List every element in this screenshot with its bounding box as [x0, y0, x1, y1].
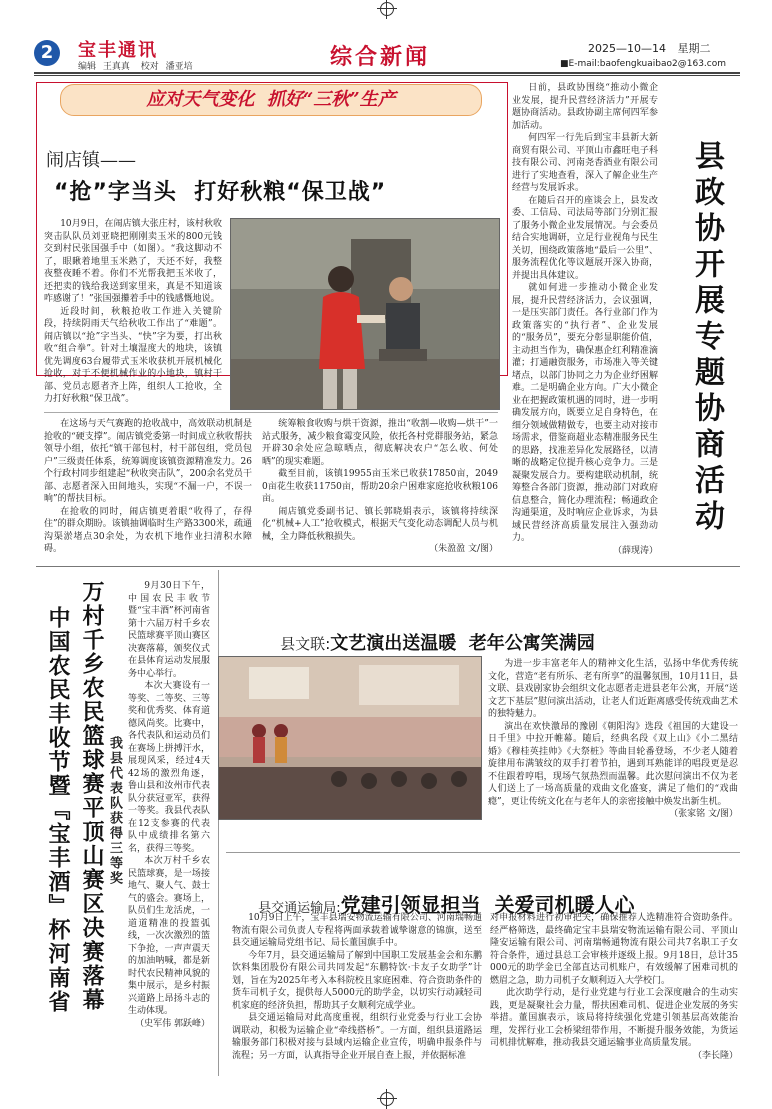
article2-body	[512, 82, 658, 557]
article4-credit: （张家铭 文/图）	[669, 809, 738, 819]
article3-body	[128, 580, 210, 1030]
article4-title: 文艺演出送温暖 老年公寓笑满园	[330, 633, 595, 654]
article4-photo	[218, 656, 482, 820]
article1-paragraph: 10月9日，在闹店镇大张庄村，该村秋收突击队队员刘亚晓把刚刚卖玉米的800元钱交到村民张国强手中（如图）。“我这脚动不了，眼瞅着地里玉米熟了，天还不好，我整夜整夜睡不着。你们不光帮我把玉米收了，还把卖的钱给我送到家里来，真是不知道该咋感谢了！”张国强攥着手中的钱感慨地说。	[44, 219, 222, 304]
article1-paragraph: 截至目前，该镇19955亩玉米已收获17850亩，20490亩花生收获11750亩，帮助20余户困难家庭抢收秋粮106亩。	[262, 469, 498, 504]
article2-credit: （薛现涛）	[612, 545, 658, 556]
article3-side-title: 中国农民丰收节暨『宝丰酒』杯河南省	[45, 606, 70, 1014]
article2-paragraph: 日前，县政协围绕“推动小微企业发展，提升民营经济活力”开展专题协商活动。县政协副主席何四军参加活动。	[512, 83, 658, 131]
paper-name: 宝丰通讯	[78, 40, 158, 61]
article2-title: 县政协开展专题协商活动	[689, 140, 724, 536]
article4-colon: :	[325, 635, 331, 653]
banner	[60, 84, 482, 116]
article4-heading	[270, 610, 595, 655]
registration-mark	[380, 2, 394, 16]
column-divider	[218, 570, 219, 1076]
article5-colon: :	[336, 901, 341, 916]
article3-paragraph: 9月30日下午，中国农民丰收节暨“宝丰酒”杯河南省第十六届万村千乡农民篮球赛平顶山赛区决赛落幕，颁奖仪式在县体育运动发展服务中心举行。	[128, 581, 210, 679]
article1-paragraph: 在这场与天气赛跑的抢收战中，高效联动机制是抢收的“硬支撑”。闹店镇党委第一时间成立秋收帮扶领导小组，依托“镇干部包村，村干部包组，党员包户”三级责任体系，统筹调度该镇资源精准发力。26个行政村同步组建起“秋收突击队”，200余名党员干部、志愿者深入田间地头，实现“不漏一户，不误一晌”的帮扶目标。	[44, 419, 252, 504]
proofreader-name: 潘亚培	[165, 62, 193, 72]
article1-divider	[44, 412, 498, 413]
article5-paragraph: 10月9日上午，宝丰县瑞安物流运输有限公司、河南瑞畅通物流有限公司负责人专程将两面承载着诚挚谢意的锦旗，送至县交通运输局党组书记、局长董国旗手中。	[232, 913, 482, 948]
editor-line	[78, 59, 193, 72]
article5-credit: （李长隆）	[692, 1050, 738, 1061]
article1-paragraph: 统筹粮食收购与烘干资源，推出“收割—收购—烘干”一站式服务，减少粮食霉变风险，依托各村党群服务站，紧急开辟30余处应急晾晒点，彻底解决农户“怎么收、何处晒”的现实难题。	[262, 419, 498, 467]
article1-col3	[262, 418, 498, 556]
page-number: 2	[40, 42, 54, 63]
page-number-badge	[34, 40, 60, 66]
article4-body	[488, 658, 738, 821]
article3-title: 万村千乡农民篮球赛平顶山赛区决赛落幕	[79, 580, 104, 1012]
banner-title: 应对天气变化 抓好“三秋”生产	[146, 89, 396, 110]
header-rule-thin	[34, 75, 740, 76]
section-title: 综合新闻	[330, 45, 431, 70]
editor-name: 王真真	[102, 62, 130, 72]
editor-label: 编辑	[78, 62, 97, 72]
issue-date: 2025—10—14	[588, 42, 666, 55]
issue-weekday: 星期二	[677, 42, 711, 55]
article5-title: 党建引领显担当 关爱司机暖人心	[340, 893, 635, 917]
article2-paragraph: 何四军一行先后到宝丰县新大新商贸有限公司、平顶山市鑫旺电子科技有限公司、河南尧香酒业有限公司进行了实地查看，深入了解企业生产经营与发展诉求。	[512, 133, 658, 193]
header-rule	[34, 72, 740, 74]
article5-paragraph: 此次助学行动，是行业党建与行业工会深度融合的生动实践，更是凝聚社会力量，帮扶困难司机、促进企业发展的务实举措。董国旗表示，该局将持续强化党建引领基层高效能治理，发挥行业工会桥梁纽带作用，不断提升服务效能，为货运司机排忧解难，推动我县交通运输事业高质量发展。	[490, 988, 738, 1048]
farmer-photo-illustration	[231, 219, 499, 409]
article3-credit: （史军伟 郭跃峰）	[135, 1018, 210, 1029]
article3-paragraph: 本次万村千乡农民篮球赛，是一场接地气、聚人气、鼓士气的盛会。赛场上，队员们生龙活虎，一道道精准的投篮弧线，一次次激烈的篮下争抢，一声声震天的加油呐喊，都是新时代农民精神风貌的集中展示，是乡村振兴道路上昂扬斗志的生动体现。	[128, 856, 210, 1016]
article5-col2	[490, 912, 738, 1062]
article4-dept: 县文联	[280, 635, 326, 653]
article1-credit: （朱盈盈 文/图）	[429, 544, 498, 554]
article2-paragraph: 就如何进一步推动小微企业发展，提升民营经济活力，会议强调，一是压实部门责任。各行业部门作为政策落实的“执行者”、企业发展的“服务员”，要充分彰显职能价值，主动担当作为，确保惠企红利精准滴灌；打通融资服务，市场准入等关键堵点，以部门协同之力为企业纾困解难。二是明确企业方向。广大小微企业在把握政策机遇的同时，进一步明确发展方向，既要立足自身特色，在细分领域做精做专，也要主动对接市场需求，借鉴商超业态精准服务民生的思路，找准差异化发展路径，以清晰的战略定位提升核心竞争力。三是凝聚发展合力。要构建联动机制，统筹整合各部门资源，推动部门对政府信息整合，简化办理流程；畅通政企沟通渠道，及时响应企业诉求，为县域民营经济高质量发展注入强劲动力。	[512, 283, 658, 543]
article5-col1	[232, 912, 482, 1062]
section-rule	[36, 566, 740, 567]
article4-paragraph: 为进一步丰富老年人的精神文化生活，弘扬中华优秀传统文化，营造“老有所乐、老有所享”的温馨氛围，10月11日，县文联、县戏剧家协会组织文化志愿者走进县老年公寓，开展“送文艺下基层”慰问演出活动，让老人们近距离感受传统戏曲艺术的独特魅力。	[488, 659, 738, 719]
article5-heading	[248, 870, 635, 918]
article4-paragraph: 演出在欢快激昂的豫剧《朝阳沟》选段《祖国的大建设一日千里》中拉开帷幕。随后，经典名段《双上山》《小二黑结婚》《穆桂英挂帅》《大祭桩》等曲目轮番登场，不少老人随着旋律用布满皱纹的双手打着节拍，遇到耳熟能详的唱段更是忍不住跟着哼唱，现场气氛热烈而温馨。此次慰问演出不仅为老人们送上了一场高质量的戏曲文化盛宴，满足了他们的“戏曲瘾”，更让传统文化在与老年人的亲密接触中焕发出新生机。	[488, 721, 738, 807]
article1-kicker: 闹店镇——	[46, 150, 136, 171]
article1-col1	[44, 218, 222, 406]
article1-photo	[230, 218, 500, 410]
article1-paragraph: 闹店镇党委副书记、镇长郭晓娟表示，该镇将持续深化“机械+人工”抢收模式，根据天气变化动态调配人员与机械，全力降低秋粮损失。	[262, 506, 498, 542]
opera-performance-illustration	[219, 657, 481, 819]
article5-paragraph: 今年7月，县交通运输局了解到中国职工发展基金会和东鹏饮料集团股份有限公司共同发起“东鹏特饮·卡友子女助学”计划，旨在为2025年考入本科院校且家庭困难、符合资助条件的货车司机子女，提供每人5000元的助学金，以切实行动减轻司机家庭的经济负担，帮助其子女顺利完成学业。	[232, 950, 482, 1011]
article1-paragraph: 在抢收的同时，闹店镇更着眼“收得了，存得住”的群众期盼。该镇抽调临时生产路3300米，疏通沟渠淤堵点30余处，为农机下地作业扫清积水障碍。	[44, 506, 252, 554]
proof-label: 校对	[140, 62, 159, 72]
article3-subtitle: 我县代表队获得三等奖	[107, 736, 122, 886]
registration-mark	[380, 1092, 394, 1106]
email-line: ■E-mail:baofengkuaibao2@163.com	[560, 59, 726, 69]
section-rule	[226, 852, 740, 853]
email-address: E-mail:baofengkuaibao2@163.com	[568, 59, 726, 69]
article3-paragraph: 本次大赛设有一等奖、二等奖、三等奖和优秀奖、体育道德风尚奖。比赛中，各代表队和运动员们在赛场上拼搏汗水，展现风采，经过4天42场的激烈角逐，鲁山县和汝州市代表队分获冠亚军，获得一等奖。我县代表队在12支参赛的代表队中成绩排名第六名，获得三等奖。	[128, 681, 210, 854]
article1-col2	[44, 418, 252, 556]
article5-dept: 县交通运输局	[258, 901, 337, 916]
article1-title: “抢”字当头 打好秋粮“保卫战”	[54, 180, 387, 205]
article5-paragraph: 对申报材料进行初审把关，确保推荐人选精准符合资助条件。经严格筛选，最终确定宝丰县瑞安物流运输有限公司、平顶山隆安运输有限公司、河南瑞畅通物流有限公司共7名职工子女符合条件，通过县总工会审核并逐级上报。9月18日，总计35000元的助学金已全部直达司机账户，有效缓解了困难司机的燃眉之急，助力司机子女顺利迈入大学校门。	[490, 913, 738, 986]
article1-paragraph: 近段时间，秋粮抢收工作进入关键阶段，持续阴雨天气给秋收工作出了“难题”。闹店镇以“抢”字当头、“快”字为要，打出秋收“组合拳”。针对土壤湿度大的地块，该镇优先调度63台履带式玉米收获机开展机械化抢收，对于不便机械作业的小地块，镇村干部、党员志愿者齐上阵，组织人工抢收，全力打好秋粮“保卫战”。	[44, 306, 222, 404]
article5-paragraph: 县交通运输局对此高度重视，组织行业党委与行业工会协调联动，积极为运输企业“牵线搭桥”。一方面，组织县道路运输服务部门积极对接与县域内运输企业宣传，明确申报条件与流程；另一方面，认真指导企业开展自查上报，并依据标准	[232, 1013, 482, 1061]
article2-paragraph: 在随后召开的座谈会上，县发改委、工信局、司法局等部门分别汇报了服务小微企业发展情况。与会委员结合实地调研，立足行业视角与民生关切，围绕政策落地“最后一公里”、服务流程优化等议题展开深入协商，并提出具体建议。	[512, 195, 658, 281]
date-line	[588, 40, 711, 56]
